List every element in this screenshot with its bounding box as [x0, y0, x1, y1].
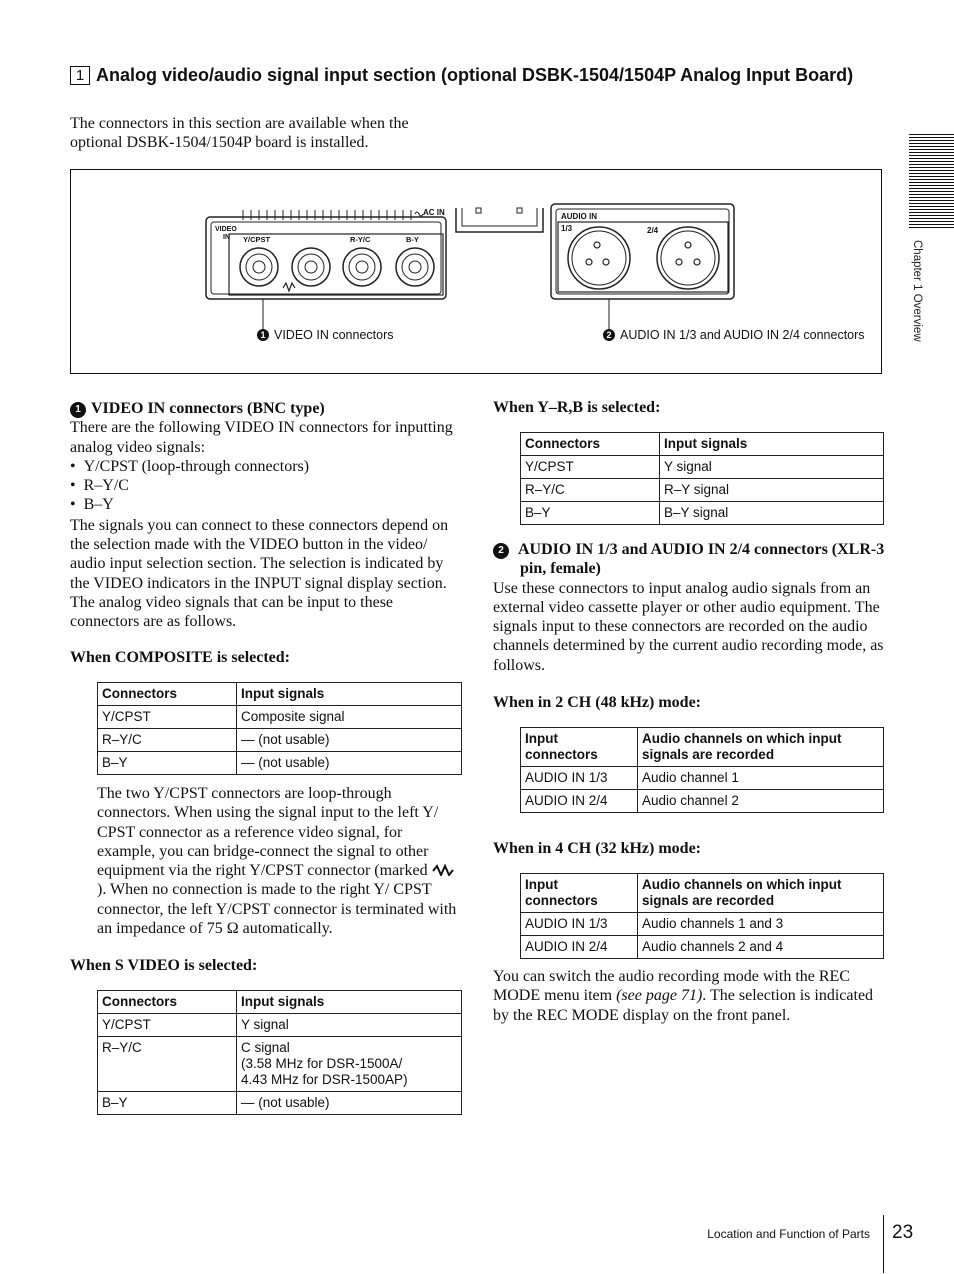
table-header-row [98, 683, 462, 706]
table-header: Audio channels on which input signals are recorded [638, 874, 884, 913]
footer-section-label: Location and Function of Parts [707, 1227, 870, 1241]
table-header: Input connectors [521, 728, 638, 767]
table-row: Y/CPST Composite signal [98, 706, 462, 729]
2ch-heading: When in 2 CH (48 kHz) mode: [493, 694, 701, 711]
audio-in-badge: 2 [493, 543, 509, 559]
video-in-intro: There are the following VIDEO IN connectors for inputting analog video signals: [70, 419, 453, 456]
table-row: AUDIO IN 2/4 Audio channel 2 [521, 790, 884, 813]
rear-panel-illustration [71, 170, 881, 373]
table-row: R–Y/C R–Y signal [521, 479, 884, 502]
table-row: AUDIO IN 2/4 Audio channels 2 and 4 [521, 936, 884, 959]
table-row: R–Y/C — (not usable) [98, 729, 462, 752]
4ch-heading: When in 4 CH (32 kHz) mode: [493, 840, 701, 857]
video-in-bullets [70, 457, 464, 515]
section-number: 1 [70, 66, 90, 85]
chapter-tab-stripes [909, 134, 954, 230]
footer-divider [883, 1215, 884, 1273]
table-row: Y/CPST Y signal [521, 456, 884, 479]
yrb-heading: When Y–R,B is selected: [493, 399, 661, 416]
table-header: Connectors [98, 683, 237, 706]
table-row: B–Y B–Y signal [521, 502, 884, 525]
page-number: 23 [892, 1222, 914, 1243]
table-header: Connectors [521, 433, 660, 456]
intro-text: The connectors in this section are available when the optional DSBK-1504/1504P board is installed. [70, 115, 409, 151]
by-label: B-Y [406, 235, 419, 244]
connector-figure [70, 169, 882, 374]
ycpst-label: Y/CPST [243, 235, 271, 244]
table-row: AUDIO IN 1/3 Audio channel 1 [521, 767, 884, 790]
table-header: Audio channels on which input signals are recorded [638, 728, 884, 767]
table-header-row [521, 433, 884, 456]
chapter-label: Chapter 1 Overview [911, 240, 923, 342]
table-header: Input connectors [521, 874, 638, 913]
table-row: B–Y — (not usable) [98, 1092, 462, 1115]
table-header-row [521, 874, 884, 913]
audio-in-label: AUDIO IN [561, 212, 597, 221]
table-row: B–Y — (not usable) [98, 752, 462, 775]
video-label: VIDEO IN [215, 226, 237, 241]
loop-through-note: The two Y/CPST connectors are loop-through connectors. When using the signal input to the left Y/ CPST connector as a reference video signal, for example, you can bridge-connect the signal to other equipment via the right Y/CPST connector (marked ). When no connection is made to the right Y/ CPST connector, the left Y/CPST connector is terminated with an impedance of 75 Ω automatically. [97, 785, 457, 938]
video-in-body: The signals you can connect to these connectors depend on the selection made with the VIDEO button in the video/ audio input selection section. The selection is indicated by the VIDEO indicators in the INPUT signal display section. The analog video signals that can be input to these connectors are as follows. [70, 516, 449, 631]
4ch-table [520, 873, 884, 959]
table-header: Input signals [237, 683, 462, 706]
audio-in-heading: 2 AUDIO IN 1/3 and AUDIO IN 2/4 connectors (XLR-3 pin, female) [493, 540, 885, 579]
table-header-row [98, 991, 462, 1014]
callout-audio-in: 2 AUDIO IN 1/3 and AUDIO IN 2/4 connectors [603, 328, 865, 342]
loop-through-mark-icon [432, 864, 454, 876]
video-in-badge: 1 [70, 402, 86, 418]
acin-label: AC IN [423, 208, 445, 217]
left-column [70, 399, 464, 632]
callout-video-in: 1 VIDEO IN connectors [257, 328, 394, 342]
video-in-heading: 1 VIDEO IN connectors (BNC type) [70, 399, 464, 418]
ryc-label: R-Y/C [350, 235, 371, 244]
table-header: Input signals [660, 433, 884, 456]
table-header-row [521, 728, 884, 767]
ch13-label: 1/3 [561, 224, 573, 233]
ch24-label: 2/4 [647, 226, 659, 235]
svideo-heading: When S VIDEO is selected: [70, 957, 258, 974]
audio-section [493, 540, 885, 675]
table-row: Y/CPST Y signal [98, 1014, 462, 1037]
table-row: R–Y/C C signal (3.58 MHz for DSR-1500A/ 4.43 MHz for DSR-1500AP) [98, 1037, 462, 1092]
table-header: Input signals [237, 991, 462, 1014]
audio-in-body: Use these connectors to input analog audio signals from an external video cassette player or other audio equipment. The signals input to these connectors are recorded on the audio channels determined by the current audio recording mode, as follows. [493, 579, 884, 674]
composite-table [97, 682, 462, 775]
svideo-table [97, 990, 462, 1115]
callout-badge-1: 1 [257, 329, 269, 341]
section-heading [70, 64, 860, 86]
callout-badge-2: 2 [603, 329, 615, 341]
composite-heading: When COMPOSITE is selected: [70, 649, 290, 666]
bullet-item: • Y/CPST (loop-through connectors) [70, 457, 464, 476]
bullet-item: • B–Y [70, 495, 464, 514]
bullet-item: • R–Y/C [70, 476, 464, 495]
yrb-table [520, 432, 884, 525]
table-row: AUDIO IN 1/3 Audio channels 1 and 3 [521, 913, 884, 936]
page-reference-link[interactable]: (see page 71) [616, 987, 703, 1005]
2ch-table [520, 727, 884, 813]
rec-mode-note: You can switch the audio recording mode with the REC MODE menu item (see page 71). The selection is indicated by the REC MODE display on the front panel. [493, 968, 874, 1024]
section-title: Analog video/audio signal input section (optional DSBK-1504/1504P Analog Input Board) [96, 65, 854, 85]
table-header: Connectors [98, 991, 237, 1014]
